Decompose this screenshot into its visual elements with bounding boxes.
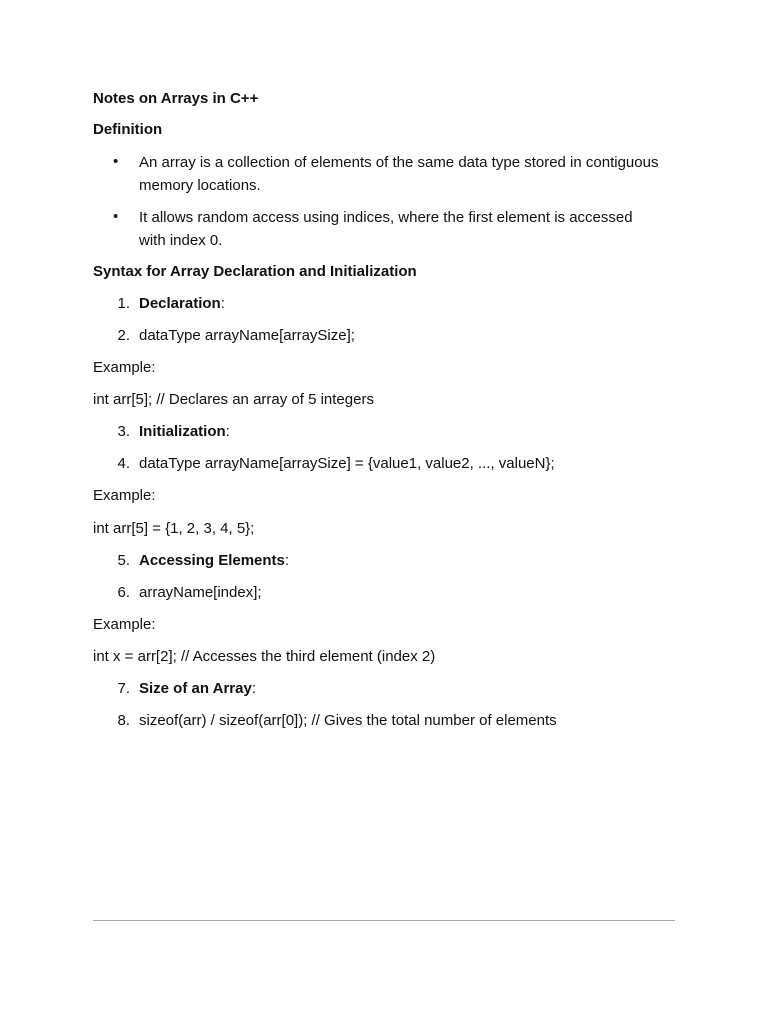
bullet-icon: • — [113, 153, 119, 170]
example-label: Example: — [93, 487, 156, 504]
document-title: Notes on Arrays in C++ — [93, 90, 259, 107]
item-bold-text: Declaration — [139, 295, 221, 312]
item-text — [139, 325, 355, 347]
item-number: 8. — [117, 712, 130, 729]
bullet-text: An array is a collection of elements of the same data type stored in contiguous memory locations. — [139, 154, 659, 194]
item-bold-text: Initialization — [139, 423, 226, 440]
item-number: 6. — [117, 584, 130, 601]
example-label: Example: — [93, 616, 156, 633]
example-code: int arr[5]; // Declares an array of 5 integers — [93, 391, 374, 408]
item-number: 4. — [117, 455, 130, 472]
example-label: Example: — [93, 359, 156, 376]
item-bold-text: Accessing Elements — [139, 552, 285, 569]
item-bold-text: Size of an Array — [139, 680, 252, 697]
item-rest-text: : — [251, 680, 256, 697]
item-number: 5. — [117, 552, 130, 569]
definition-heading: Definition — [93, 121, 163, 138]
item-text — [139, 678, 256, 700]
item-number: 3. — [117, 423, 130, 440]
item-rest-text: : — [220, 295, 225, 312]
bullet-text: It allows random access using indices, where the first element is accessed with index 0. — [139, 209, 633, 249]
item-rest-text: dataType arrayName[arraySize]; — [139, 327, 355, 344]
footer-divider — [93, 920, 675, 921]
item-number: 2. — [117, 327, 130, 344]
item-rest-text: sizeof(arr) / sizeof(arr[0]); // Gives the total number of elements — [139, 712, 557, 729]
item-text — [139, 293, 225, 315]
item-rest-text: arrayName[index]; — [139, 584, 262, 601]
example-code: int x = arr[2]; // Accesses the third element (index 2) — [93, 648, 436, 665]
item-rest-text: : — [225, 423, 230, 440]
item-rest-text: dataType arrayName[arraySize] = {value1, value2, ..., valueN}; — [139, 455, 555, 472]
item-text — [139, 710, 557, 732]
syntax-heading: Syntax for Array Declaration and Initialization — [93, 263, 417, 280]
document-page — [93, 0, 675, 1024]
item-number: 1. — [117, 295, 130, 312]
bullet-icon: • — [113, 208, 119, 225]
item-text — [139, 421, 230, 443]
item-text — [139, 453, 555, 475]
example-code: int arr[5] = {1, 2, 3, 4, 5}; — [93, 520, 255, 537]
item-text — [139, 550, 289, 572]
item-number: 7. — [117, 680, 130, 697]
item-text — [139, 582, 262, 604]
item-rest-text: : — [284, 552, 290, 569]
